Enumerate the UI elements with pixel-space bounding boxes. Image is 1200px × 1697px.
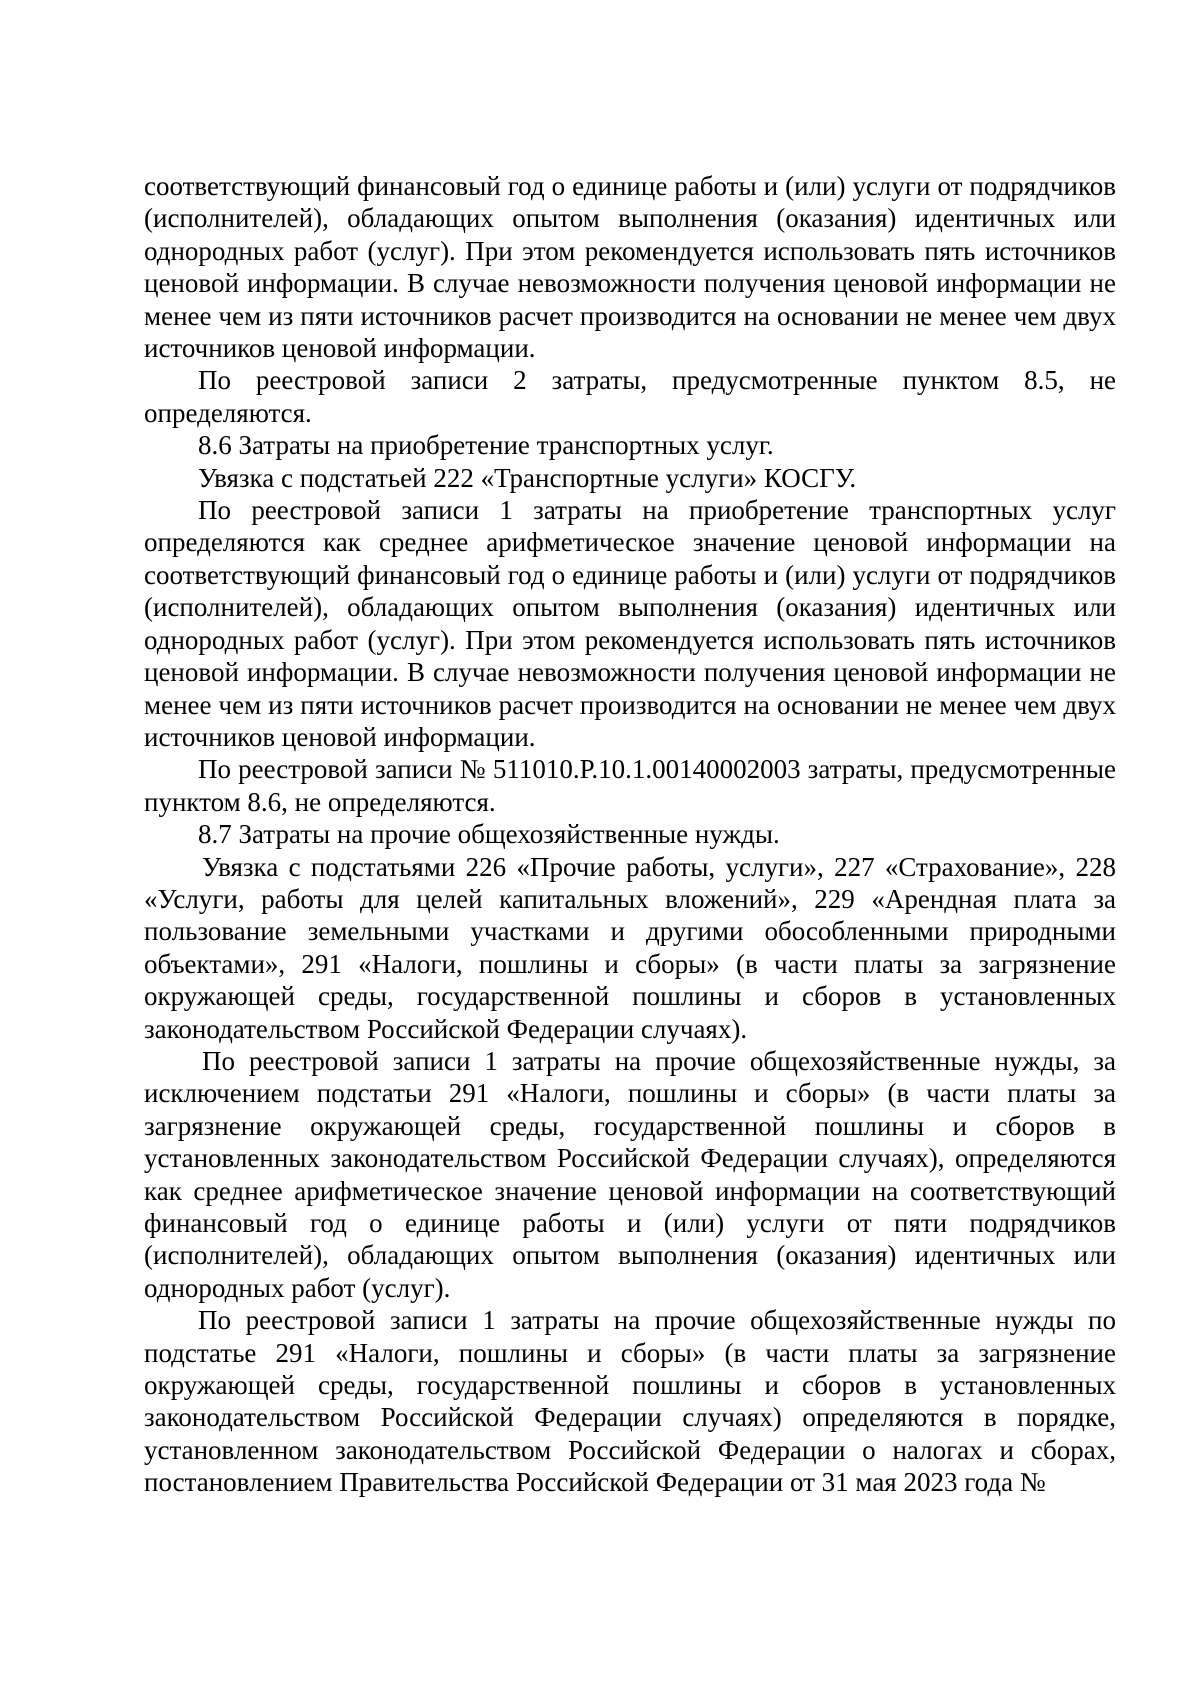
document-body xyxy=(144,170,1116,1499)
section-heading-8-7: 8.7 Затраты на прочие общехозяйственные нужды. xyxy=(198,819,780,850)
paragraph-continuation: соответствующий финансовый год о единице работы и (или) услуги от подрядчиков (исполнителей), обладающих опытом выполнения (оказания) идентичных или однородных работ (услуг). При этом рекомендуется использовать пять источников ценовой информации. В случае невозможности получения ценовой информации не менее чем из пяти источников расчет производится на основании не менее чем двух источников ценовой информации. xyxy=(144,171,1116,364)
paragraph-registry-2-clause-8-5: По реестровой записи 2 затраты, предусмотренные пунктом 8.5, не определяются. xyxy=(144,365,1116,428)
paragraph-link-kosgu-226-291: Увязка с подстатьями 226 «Прочие работы, услуги», 227 «Страхование», 228 «Услуги, работы для целей капитальных вложений», 229 «Арендная плата за пользование земельными участками и другими обособленными природными объектами», 291 «Налоги, пошлины и сборы» (в части платы за загрязнение окружающей среды, государственной пошлины и сборов в установленных законодательством Российской Федерации случаях). xyxy=(144,851,1116,1044)
paragraph-registry-1-taxes-291: По реестровой записи 1 затраты на прочие общехозяйственные нужды по подстатье 291 «Налоги, пошлины и сборы» (в части платы за загрязнение окружающей среды, государственной пошлины и сборов в установленных законодательством Российской Федерации случаях) определяются в порядке, установленном законодательством Российской Федерации о налогах и сборах, постановлением Правительства Российской Федерации от 31 мая 2023 года № xyxy=(144,1305,1116,1498)
paragraph-registry-number-clause-8-6: По реестровой записи № 511010.Р.10.1.00140002003 затраты, предусмотренные пунктом 8.6, не определяются. xyxy=(144,754,1116,817)
paragraph-registry-1-transport: По реестровой записи 1 затраты на приобретение транспортных услуг определяются как среднее арифметическое значение ценовой информации на соответствующий финансовый год о единице работы и (или) услуги от подрядчиков (исполнителей), обладающих опытом выполнения (оказания) идентичных или однородных работ (услуг). При этом рекомендуется использовать пять источников ценовой информации. В случае невозможности получения ценовой информации не менее чем из пяти источников расчет производится на основании не менее чем двух источников ценовой информации. xyxy=(144,495,1116,752)
paragraph-link-kosgu-222: Увязка с подстатьей 222 «Транспортные услуги» КОСГУ. xyxy=(198,462,857,493)
paragraph-registry-1-general-needs: По реестровой записи 1 затраты на прочие общехозяйственные нужды, за исключением подстатьи 291 «Налоги, пошлины и сборы» (в части платы за загрязнение окружающей среды, государственной пошлины и сборов в установленных законодательством Российской Федерации случаях), определяются как среднее арифметическое значение ценовой информации на соответствующий финансовый год о единице работы и (или) услуги от пяти подрядчиков (исполнителей), обладающих опытом выполнения (оказания) идентичных или однородных работ (услуг). xyxy=(144,1045,1116,1303)
section-heading-8-6: 8.6 Затраты на приобретение транспортных услуг. xyxy=(198,430,774,461)
